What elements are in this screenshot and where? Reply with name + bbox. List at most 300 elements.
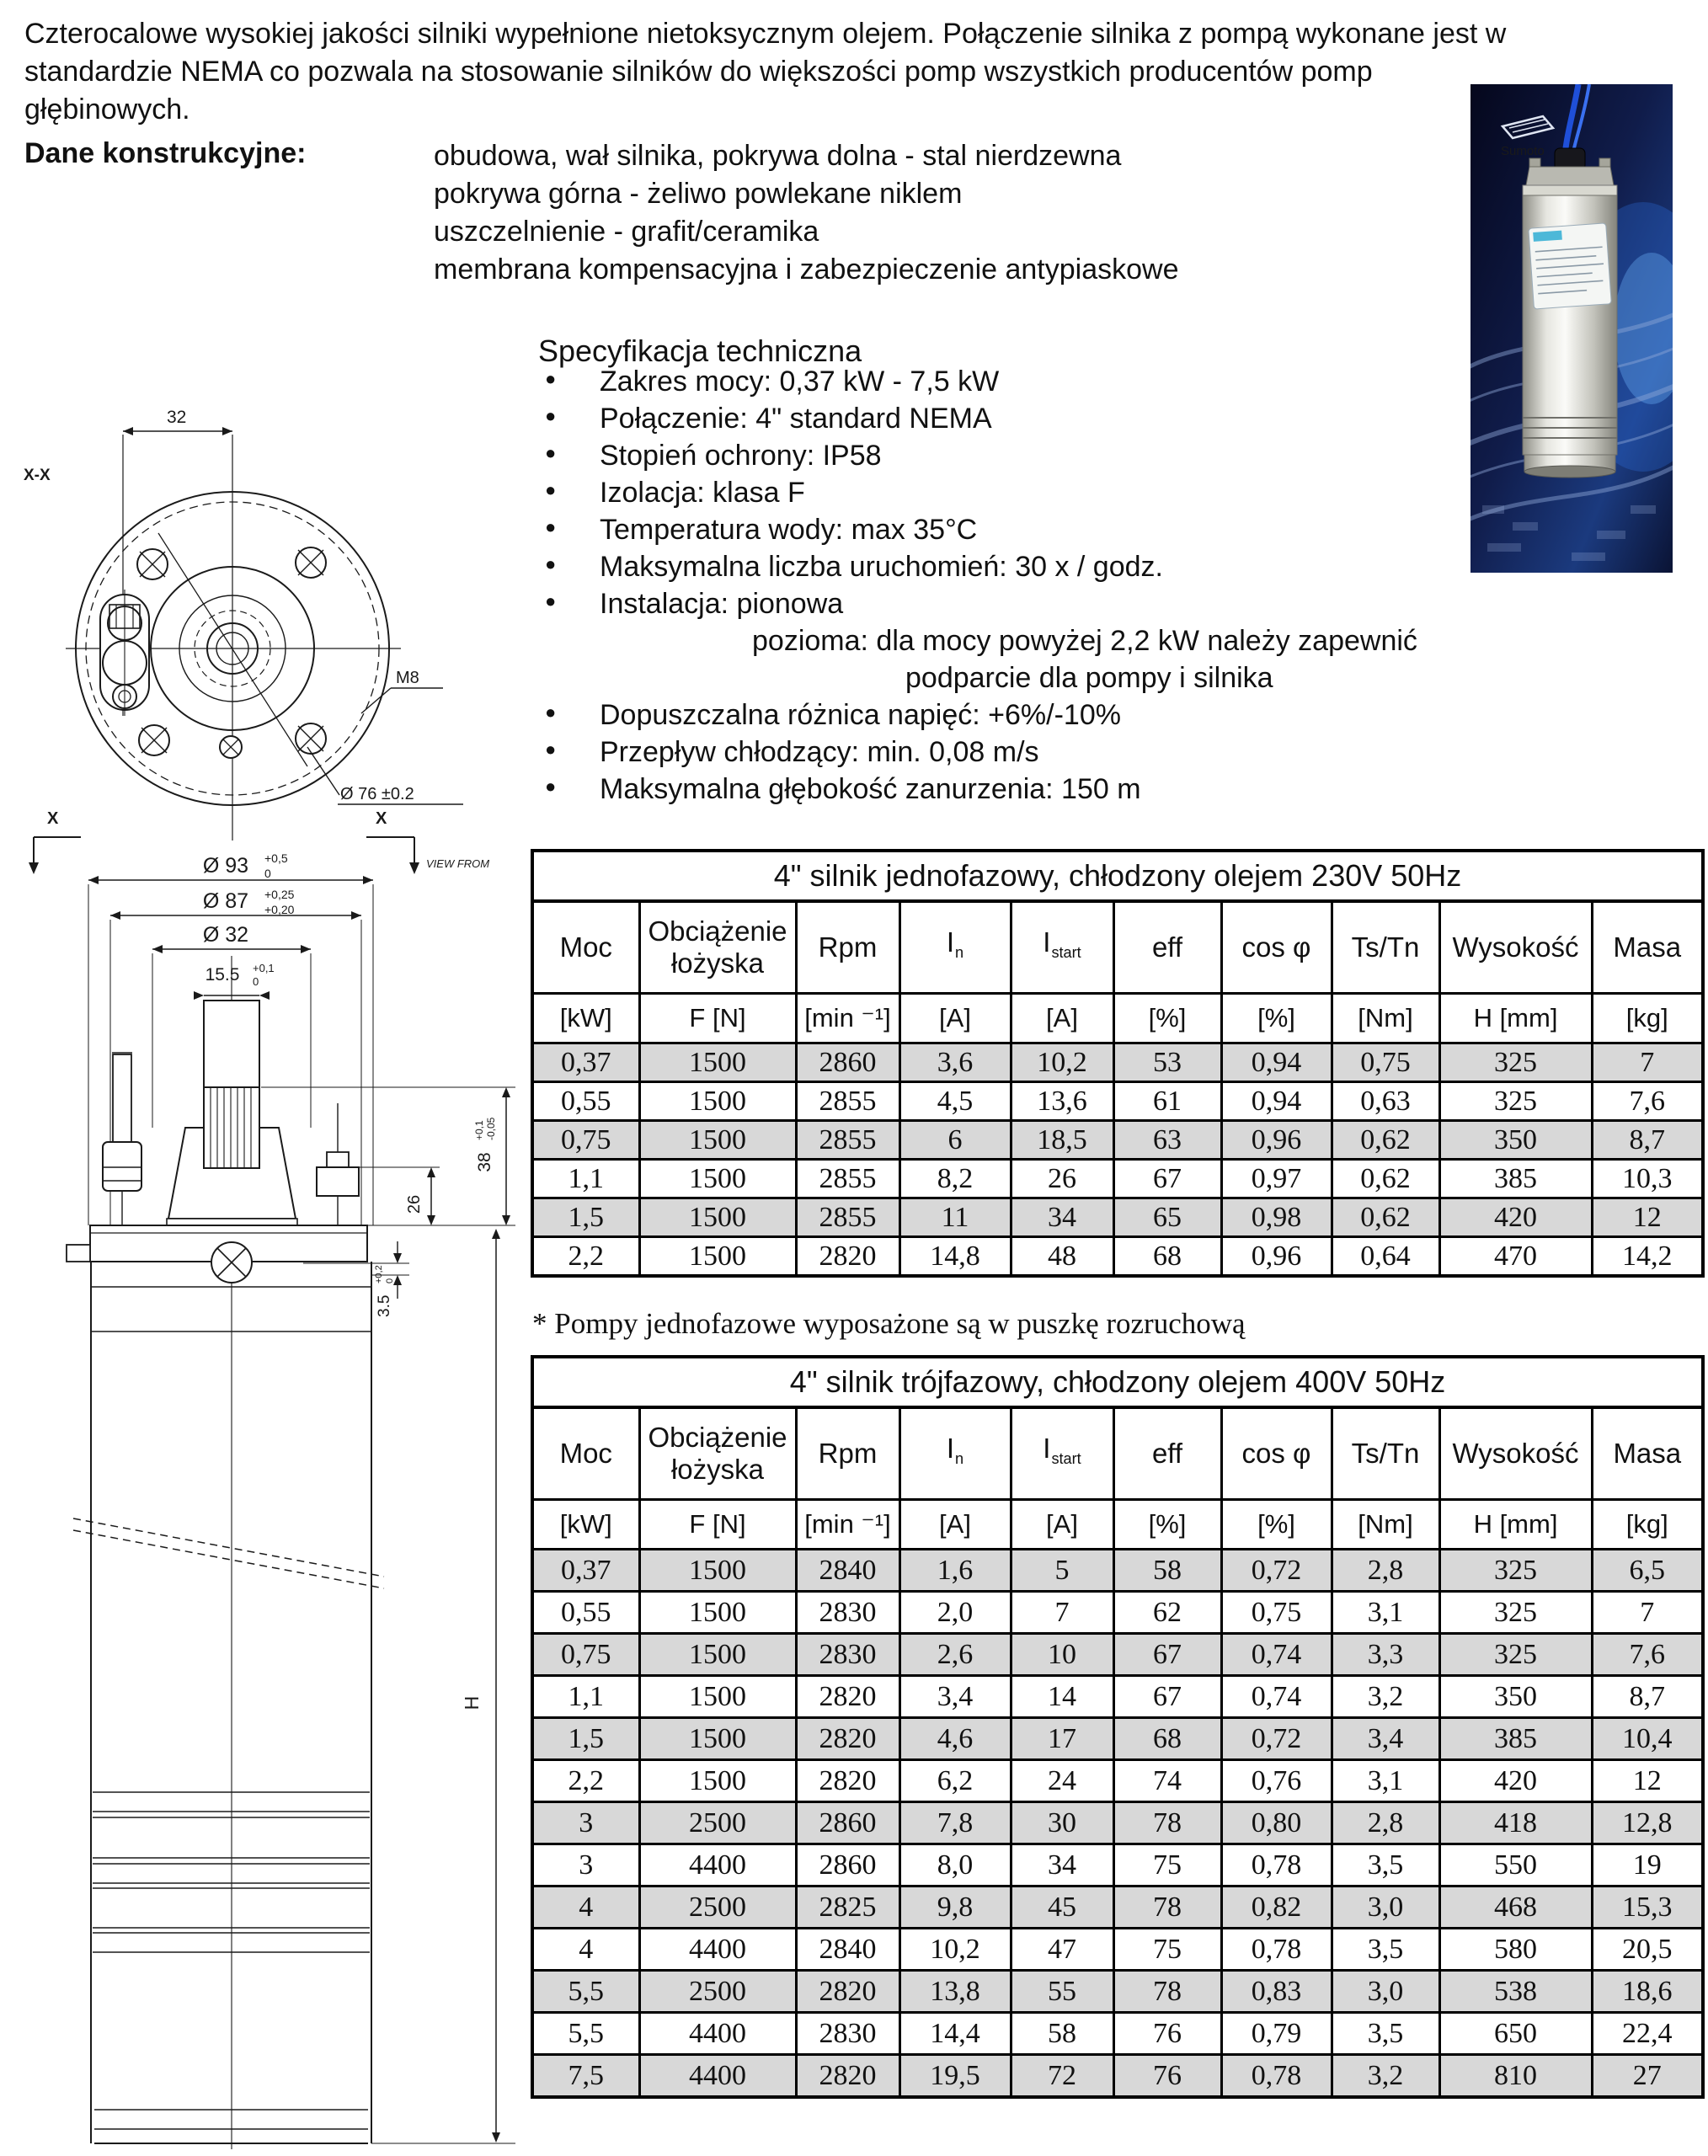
table-cell: 1,6 xyxy=(899,1550,1011,1592)
table-row xyxy=(532,2055,1703,2098)
table-cell: 48 xyxy=(1011,1237,1113,1277)
table-cell: 3,6 xyxy=(899,1043,1011,1082)
column-header: eff xyxy=(1113,1407,1221,1500)
table-cell: 3,2 xyxy=(1332,2055,1439,2098)
dim-155-tol-dn: 0 xyxy=(253,975,259,988)
table-cell: 67 xyxy=(1113,1160,1221,1198)
table-row xyxy=(532,1634,1703,1676)
table-cell: 0,78 xyxy=(1221,1844,1332,1886)
unit-cell: F [N] xyxy=(639,994,796,1043)
table-cell: 63 xyxy=(1113,1121,1221,1160)
table-cell: 650 xyxy=(1439,2013,1592,2055)
table-cell: 1500 xyxy=(639,1237,796,1277)
table-header-row xyxy=(532,1407,1703,1500)
table-row xyxy=(532,1237,1703,1277)
table-cell: 0,72 xyxy=(1221,1550,1332,1592)
unit-cell: F [N] xyxy=(639,1500,796,1550)
list-item: ● Maksymalna liczba uruchomień: 30 x / godz. xyxy=(545,551,1163,583)
dim-dia87: Ø 87 xyxy=(202,889,249,913)
table-cell: 14,8 xyxy=(899,1237,1011,1277)
dim-35-tol-up: +0,2 xyxy=(374,1265,384,1283)
column-header: Obciążenie łożyska xyxy=(639,1407,796,1500)
table-cell: 3,5 xyxy=(1332,1929,1439,1971)
table-row xyxy=(532,1198,1703,1237)
table-cell: 12 xyxy=(1592,1760,1703,1802)
unit-cell: [min ⁻¹] xyxy=(796,994,899,1043)
dim-26: 26 xyxy=(405,1194,424,1214)
table-cell: 8,2 xyxy=(899,1160,1011,1198)
table-cell: 4,6 xyxy=(899,1718,1011,1760)
table-cell: 0,74 xyxy=(1221,1676,1332,1718)
column-header: Masa xyxy=(1592,1407,1703,1500)
table-cell: 22,4 xyxy=(1592,2013,1703,2055)
table-cell: 0,79 xyxy=(1221,2013,1332,2055)
table-cell: 325 xyxy=(1439,1550,1592,1592)
table-cell: 7,6 xyxy=(1592,1634,1703,1676)
unit-cell: [A] xyxy=(1011,994,1113,1043)
column-header: cos φ xyxy=(1221,901,1332,994)
table-cell: 17 xyxy=(1011,1718,1113,1760)
dim-height: H xyxy=(461,1695,483,1710)
table-cell: 4400 xyxy=(639,2013,796,2055)
table-cell: 18,5 xyxy=(1011,1121,1113,1160)
table-cell: 468 xyxy=(1439,1886,1592,1929)
table-cell: 2855 xyxy=(796,1160,899,1198)
construction-line: obudowa, wał silnika, pokrywa dolna - stal nierdzewna xyxy=(434,140,1122,172)
table-cell: 2860 xyxy=(796,1844,899,1886)
unit-cell: [Nm] xyxy=(1332,994,1439,1043)
table-cell: 2855 xyxy=(796,1121,899,1160)
table-cell: 2,8 xyxy=(1332,1550,1439,1592)
unit-cell: [%] xyxy=(1113,1500,1221,1550)
table-cell: 18,6 xyxy=(1592,1971,1703,2013)
svg-text:X: X xyxy=(376,809,387,828)
table-units-row xyxy=(532,1500,1703,1550)
table-cell: 3,0 xyxy=(1332,1886,1439,1929)
list-item: ● Stopień ochrony: IP58 xyxy=(545,440,882,472)
table-row xyxy=(532,1844,1703,1886)
table-cell: 0,96 xyxy=(1221,1237,1332,1277)
column-header: $I_n$ xyxy=(899,1407,1011,1500)
motor-body-outline xyxy=(73,1262,384,2143)
bolt-hole-icon xyxy=(137,549,168,579)
list-item: ● Połączenie: 4" standard NEMA xyxy=(545,403,992,435)
table-cell: 3,2 xyxy=(1332,1676,1439,1718)
table-cell: 58 xyxy=(1011,2013,1113,2055)
unit-cell: [kg] xyxy=(1592,1500,1703,1550)
table-cell: 0,72 xyxy=(1221,1718,1332,1760)
footnote: * Pompy jednofazowe wyposażone są w puszkę rozruchową xyxy=(532,1307,1246,1340)
table-cell: 1500 xyxy=(639,1043,796,1082)
cable-guard xyxy=(100,590,149,716)
unit-cell: [kW] xyxy=(532,1500,639,1550)
table-cell: 45 xyxy=(1011,1886,1113,1929)
table-cell: 2,0 xyxy=(899,1592,1011,1634)
table-cell: 12,8 xyxy=(1592,1802,1703,1844)
table-cell: 1500 xyxy=(639,1718,796,1760)
table-cell: 20,5 xyxy=(1592,1929,1703,1971)
bullet-icon: ● xyxy=(545,776,557,797)
construction-line: pokrywa górna - żeliwo powlekane niklem xyxy=(434,178,963,210)
table-cell: 2830 xyxy=(796,2013,899,2055)
intro-paragraph xyxy=(24,15,1696,129)
table-cell: 325 xyxy=(1439,1043,1592,1082)
column-header: $I_{start}$ xyxy=(1011,901,1113,994)
dim-dia32: Ø 32 xyxy=(202,923,249,947)
table-cell: 0,75 xyxy=(532,1121,639,1160)
table-cell: 19,5 xyxy=(899,2055,1011,2098)
table-cell: 0,55 xyxy=(532,1082,639,1121)
table-cell: 325 xyxy=(1439,1634,1592,1676)
single-phase-table xyxy=(531,849,1701,1278)
table-cell: 2860 xyxy=(796,1043,899,1082)
table-cell: 10,3 xyxy=(1592,1160,1703,1198)
bullet-icon: ● xyxy=(545,479,557,500)
table-cell: 3,5 xyxy=(1332,1844,1439,1886)
table-cell: 3,5 xyxy=(1332,2013,1439,2055)
table-cell: 0,64 xyxy=(1332,1237,1439,1277)
table-cell: 4400 xyxy=(639,1929,796,1971)
column-header: Moc xyxy=(532,901,639,994)
spec-list xyxy=(543,366,1417,810)
unit-cell: [kg] xyxy=(1592,994,1703,1043)
table-cell: 3,1 xyxy=(1332,1592,1439,1634)
table-cell: 0,80 xyxy=(1221,1802,1332,1844)
intro-line: głębinowych. xyxy=(24,93,190,125)
dim-35: 3.5 xyxy=(376,1294,393,1317)
table-cell: 10,2 xyxy=(899,1929,1011,1971)
table-cell: 325 xyxy=(1439,1592,1592,1634)
table-row xyxy=(532,1886,1703,1929)
three-phase-table xyxy=(531,1355,1701,2099)
table-cell: 550 xyxy=(1439,1844,1592,1886)
table-cell: 14,4 xyxy=(899,2013,1011,2055)
column-header: Rpm xyxy=(796,1407,899,1500)
column-header: Ts/Tn xyxy=(1332,901,1439,994)
table-cell: 420 xyxy=(1439,1198,1592,1237)
column-header: $I_{start}$ xyxy=(1011,1407,1113,1500)
elevation-drawing xyxy=(17,800,556,2156)
bullet-icon: ● xyxy=(545,442,557,463)
section-label: X-X xyxy=(24,467,51,484)
column-header: cos φ xyxy=(1221,1407,1332,1500)
intro-line: standardzie NEMA co pozwala na stosowanie silników do większości pomp wszystkich producentów pomp xyxy=(24,56,1373,88)
list-item-continuation: pozioma: dla mocy powyżej 2,2 kW należy zapewnić xyxy=(752,625,1417,657)
table-cell: 1500 xyxy=(639,1550,796,1592)
table-cell: 7,5 xyxy=(532,2055,639,2098)
construction-line: membrana kompensacyjna i zabezpieczenie antypiaskowe xyxy=(434,253,1179,286)
unit-cell: [kW] xyxy=(532,994,639,1043)
table-cell: 2860 xyxy=(796,1802,899,1844)
column-header: Ts/Tn xyxy=(1332,1407,1439,1500)
dim-38: 38 xyxy=(475,1152,494,1172)
table-cell: 26 xyxy=(1011,1160,1113,1198)
table-cell: 78 xyxy=(1113,1886,1221,1929)
unit-cell: [A] xyxy=(1011,1500,1113,1550)
table-cell: 0,83 xyxy=(1221,1971,1332,2013)
column-header: Wysokość xyxy=(1439,1407,1592,1500)
table-cell: 2840 xyxy=(796,1550,899,1592)
table-cell: 1500 xyxy=(639,1121,796,1160)
table-cell: 0,55 xyxy=(532,1592,639,1634)
construction-line: uszczelnienie - grafit/ceramika xyxy=(434,216,819,248)
section-marker-right xyxy=(366,809,489,874)
drain-hole-icon xyxy=(220,736,242,758)
table-cell: 0,75 xyxy=(532,1634,639,1676)
table-cell: 8,7 xyxy=(1592,1121,1703,1160)
brand-name: Sumoto xyxy=(1501,144,1545,158)
dim-38-tol-dn: -0,05 xyxy=(485,1117,497,1140)
table-cell: 1,1 xyxy=(532,1160,639,1198)
table-cell: 538 xyxy=(1439,1971,1592,2013)
table-cell: 19 xyxy=(1592,1844,1703,1886)
unit-cell: [%] xyxy=(1221,1500,1332,1550)
table-cell: 0,78 xyxy=(1221,1929,1332,1971)
table-cell: 2820 xyxy=(796,2055,899,2098)
table-cell: 0,78 xyxy=(1221,2055,1332,2098)
table-cell: 1500 xyxy=(639,1760,796,1802)
table-cell: 2820 xyxy=(796,1971,899,2013)
table-row xyxy=(532,1160,1703,1198)
table-cell: 11 xyxy=(899,1198,1011,1237)
table-cell: 12 xyxy=(1592,1198,1703,1237)
dim-155-tol-up: +0,1 xyxy=(253,962,275,974)
table-cell: 3 xyxy=(532,1802,639,1844)
table-cell: 75 xyxy=(1113,1929,1221,1971)
stud-left xyxy=(103,1053,141,1225)
table-cell: 3,0 xyxy=(1332,1971,1439,2013)
product-photo-image xyxy=(1470,84,1673,573)
svg-text:X: X xyxy=(47,809,59,828)
table-cell: 13,8 xyxy=(899,1971,1011,2013)
table-cell: 0,82 xyxy=(1221,1886,1332,1929)
table-cell: 1500 xyxy=(639,1634,796,1676)
table-cell: 6,2 xyxy=(899,1760,1011,1802)
table-cell: 58 xyxy=(1113,1550,1221,1592)
unit-cell: [Nm] xyxy=(1332,1500,1439,1550)
table-cell: 350 xyxy=(1439,1676,1592,1718)
dim-35-tol-dn: 0 xyxy=(385,1278,395,1283)
table-cell: 0,94 xyxy=(1221,1082,1332,1121)
table-cell: 76 xyxy=(1113,2013,1221,2055)
table-cell: 13,6 xyxy=(1011,1082,1113,1121)
table-cell: 418 xyxy=(1439,1802,1592,1844)
table-cell: 2830 xyxy=(796,1592,899,1634)
bolt-hole-icon xyxy=(296,547,326,578)
table-cell: 0,74 xyxy=(1221,1634,1332,1676)
table-cell: 1500 xyxy=(639,1160,796,1198)
table-cell: 78 xyxy=(1113,1802,1221,1844)
table-row xyxy=(532,2013,1703,2055)
column-header: Moc xyxy=(532,1407,639,1500)
table-cell: 47 xyxy=(1011,1929,1113,1971)
table-cell: 7 xyxy=(1011,1592,1113,1634)
table-cell: 1500 xyxy=(639,1198,796,1237)
bolt-hole-icon xyxy=(139,725,169,755)
table-cell: 2,2 xyxy=(532,1760,639,1802)
list-item: ● Instalacja: pionowa xyxy=(545,588,844,620)
bolt-hole-icon xyxy=(296,723,326,754)
table-cell: 1500 xyxy=(639,1592,796,1634)
list-item: ● Maksymalna głębokość zanurzenia: 150 m xyxy=(545,773,1141,805)
table-cell: 55 xyxy=(1011,1971,1113,2013)
column-header: eff xyxy=(1113,901,1221,994)
table-cell: 76 xyxy=(1113,2055,1221,2098)
column-header: Rpm xyxy=(796,901,899,994)
table-cell: 0,97 xyxy=(1221,1160,1332,1198)
table-cell: 4 xyxy=(532,1929,639,1971)
list-item: ● Zakres mocy: 0,37 kW - 7,5 kW xyxy=(545,366,1000,398)
table-cell: 470 xyxy=(1439,1237,1592,1277)
table-cell: 3,1 xyxy=(1332,1760,1439,1802)
table-cell: 0,62 xyxy=(1332,1198,1439,1237)
table-cell: 5,5 xyxy=(532,2013,639,2055)
table-cell: 10,2 xyxy=(1011,1043,1113,1082)
table-cell: 0,62 xyxy=(1332,1121,1439,1160)
table-cell: 350 xyxy=(1439,1121,1592,1160)
table-cell: 580 xyxy=(1439,1929,1592,1971)
table-cell: 3,3 xyxy=(1332,1634,1439,1676)
table-cell: 810 xyxy=(1439,2055,1592,2098)
dim-dia93: Ø 93 xyxy=(202,854,249,878)
dim-dia93-tol-up: +0,5 xyxy=(264,851,288,865)
list-item: ● Temperatura wody: max 35°C xyxy=(545,514,978,546)
table-cell: 2855 xyxy=(796,1198,899,1237)
table-row xyxy=(532,1760,1703,1802)
table-cell: 65 xyxy=(1113,1198,1221,1237)
table-cell: 10 xyxy=(1011,1634,1113,1676)
section-marker-left xyxy=(29,809,81,874)
bullet-icon: ● xyxy=(545,739,557,760)
table-row xyxy=(532,1550,1703,1592)
table-cell: 5,5 xyxy=(532,1971,639,2013)
dim-155: 15.5 xyxy=(205,965,240,985)
table-row xyxy=(532,1929,1703,1971)
product-photo xyxy=(1470,84,1673,573)
column-header: Masa xyxy=(1592,901,1703,994)
table-cell: 1,5 xyxy=(532,1718,639,1760)
table-cell: 0,76 xyxy=(1221,1760,1332,1802)
table-cell: 9,8 xyxy=(899,1886,1011,1929)
thread-callout: M8 xyxy=(396,669,419,687)
section-view-drawing xyxy=(17,379,522,851)
table-row xyxy=(532,1971,1703,2013)
bullet-icon: ● xyxy=(545,405,557,426)
table-cell: 0,63 xyxy=(1332,1082,1439,1121)
table-cell: 3 xyxy=(532,1844,639,1886)
motor-cylinder xyxy=(1523,148,1617,478)
dim-dia87-tol-dn: +0,20 xyxy=(264,903,295,916)
table-row xyxy=(532,1802,1703,1844)
table-cell: 15,3 xyxy=(1592,1886,1703,1929)
plug-icon xyxy=(211,1242,252,1283)
table-cell: 34 xyxy=(1011,1844,1113,1886)
table-cell: 4 xyxy=(532,1886,639,1929)
table-cell: 0,94 xyxy=(1221,1043,1332,1082)
spec-title: Specyfikacja techniczna xyxy=(538,334,862,368)
table-cell: 7,6 xyxy=(1592,1082,1703,1121)
table-cell: 2,6 xyxy=(899,1634,1011,1676)
table-cell: 2840 xyxy=(796,1929,899,1971)
list-item: ● Izolacja: klasa F xyxy=(545,477,805,509)
bullet-icon: ● xyxy=(545,368,557,389)
table-cell: 6 xyxy=(899,1121,1011,1160)
table-cell: 0,96 xyxy=(1221,1121,1332,1160)
table-cell: 30 xyxy=(1011,1802,1113,1844)
unit-cell: [%] xyxy=(1221,994,1332,1043)
table-cell: 74 xyxy=(1113,1760,1221,1802)
unit-cell: [A] xyxy=(899,994,1011,1043)
table-cell: 27 xyxy=(1592,2055,1703,2098)
table-cell: 7,8 xyxy=(899,1802,1011,1844)
dim-dia87-tol-up: +0,25 xyxy=(264,888,295,901)
dim-dia93-tol-dn: 0 xyxy=(264,867,271,880)
table-cell: 78 xyxy=(1113,1971,1221,2013)
unit-cell: [%] xyxy=(1113,994,1221,1043)
table-cell: 0,62 xyxy=(1332,1160,1439,1198)
table-cell: 420 xyxy=(1439,1760,1592,1802)
bullet-icon: ● xyxy=(545,516,557,537)
table-cell: 2820 xyxy=(796,1237,899,1277)
table-cell: 24 xyxy=(1011,1760,1113,1802)
table-cell: 68 xyxy=(1113,1237,1221,1277)
table-cell: 67 xyxy=(1113,1634,1221,1676)
table-title: 4" silnik jednofazowy, chłodzony olejem 230V 50Hz xyxy=(532,851,1703,901)
table-cell: 2820 xyxy=(796,1676,899,1718)
table-cell: 7 xyxy=(1592,1592,1703,1634)
table-header-row xyxy=(532,901,1703,994)
table-cell: 2500 xyxy=(639,1886,796,1929)
unit-cell: H [mm] xyxy=(1439,1500,1592,1550)
table-cell: 53 xyxy=(1113,1043,1221,1082)
list-item-continuation: podparcie dla pompy i silnika xyxy=(905,662,1273,694)
construction-list xyxy=(434,137,1178,289)
table-cell: 68 xyxy=(1113,1718,1221,1760)
table-cell: 3,4 xyxy=(1332,1718,1439,1760)
table-cell: 34 xyxy=(1011,1198,1113,1237)
table-row xyxy=(532,1043,1703,1082)
table-cell: 8,0 xyxy=(899,1844,1011,1886)
table-cell: 6,5 xyxy=(1592,1550,1703,1592)
table-cell: 75 xyxy=(1113,1844,1221,1886)
motor-label xyxy=(1529,223,1611,309)
table-cell: 1,1 xyxy=(532,1676,639,1718)
unit-cell: [A] xyxy=(899,1500,1011,1550)
table-cell: 4400 xyxy=(639,1844,796,1886)
table-cell: 0,75 xyxy=(1221,1592,1332,1634)
table-cell: 2830 xyxy=(796,1634,899,1676)
list-item: ● Przepływ chłodzący: min. 0,08 m/s xyxy=(545,736,1039,768)
table-cell: 2855 xyxy=(796,1082,899,1121)
table-cell: 10,4 xyxy=(1592,1718,1703,1760)
table-cell: 8,7 xyxy=(1592,1676,1703,1718)
table-row xyxy=(532,1718,1703,1760)
table-cell: 2820 xyxy=(796,1760,899,1802)
table-cell: 2820 xyxy=(796,1718,899,1760)
table-cell: 4,5 xyxy=(899,1082,1011,1121)
unit-cell: [min ⁻¹] xyxy=(796,1500,899,1550)
bolt-circle-callout: Ø 76 ±0.2 xyxy=(340,785,414,803)
table-units-row xyxy=(532,994,1703,1043)
dim-32-label: 32 xyxy=(167,408,187,427)
bullet-icon: ● xyxy=(545,702,557,723)
view-note: VIEW FROM xyxy=(426,857,490,870)
table-cell: 3,4 xyxy=(899,1676,1011,1718)
table-cell: 1500 xyxy=(639,1082,796,1121)
table-cell: 62 xyxy=(1113,1592,1221,1634)
table-cell: 0,98 xyxy=(1221,1198,1332,1237)
table-row xyxy=(532,1592,1703,1634)
